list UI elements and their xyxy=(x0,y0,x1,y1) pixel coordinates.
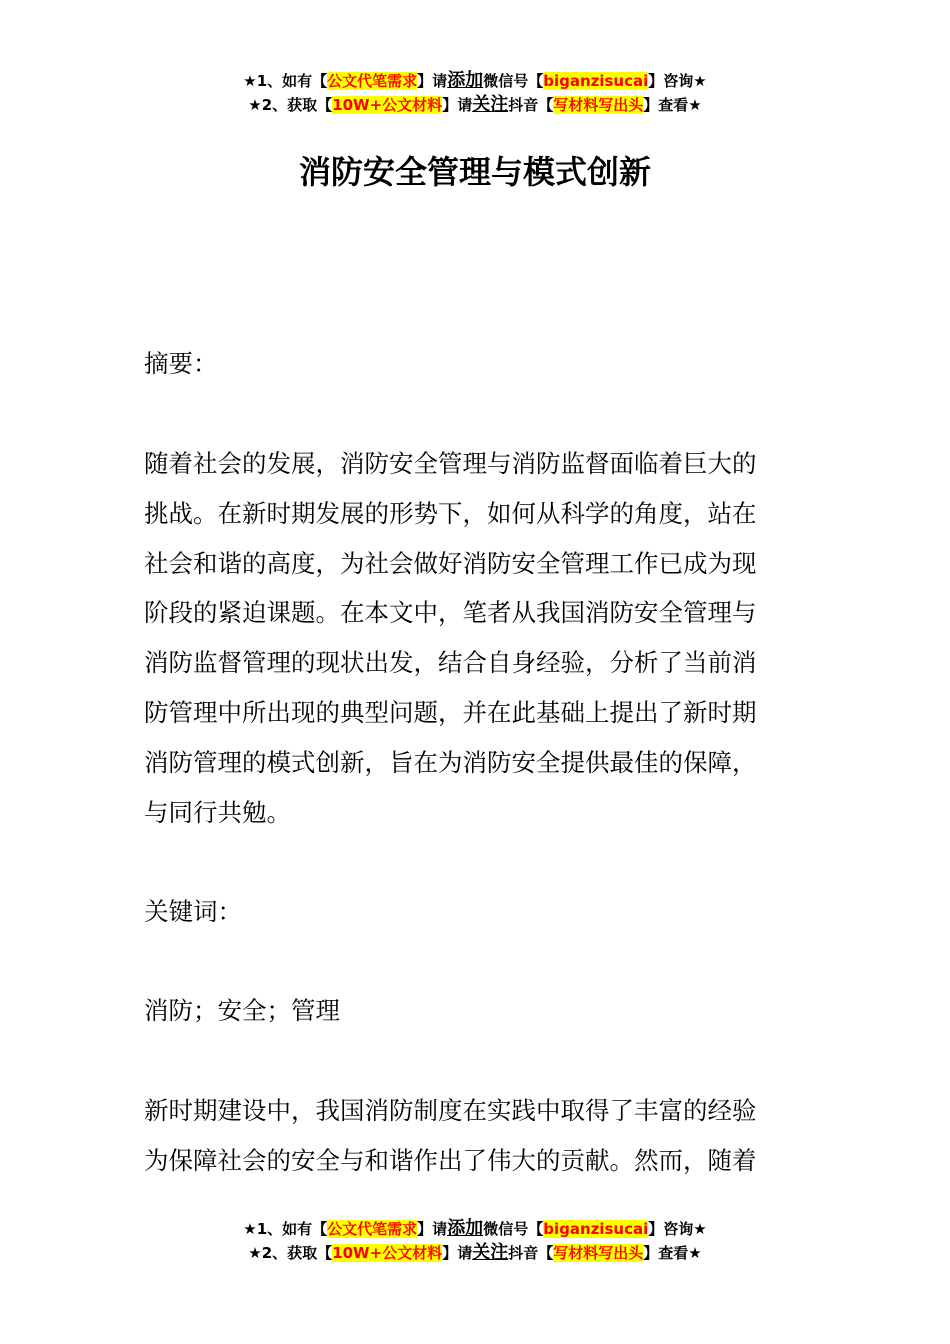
abstract-paragraph xyxy=(144,439,809,837)
abstract-line: 与同行共勉。 xyxy=(144,797,291,827)
promo-text: ★2、获取【 xyxy=(248,1244,333,1262)
promo-line-2 xyxy=(0,93,950,117)
keywords-list: 消防；安全；管理 xyxy=(144,996,340,1025)
promo-highlight: 10W+公文材料 xyxy=(332,96,443,114)
promo-text: 】查看★ xyxy=(643,96,702,114)
promo-text: 抖音【 xyxy=(508,1244,554,1262)
promo-text: ★1、如有【 xyxy=(243,72,328,90)
keywords-label: 关键词： xyxy=(144,897,242,926)
abstract-line: 消防监督管理的现状出发，结合自身经验，分析了当前消 xyxy=(144,648,757,678)
abstract-line: 防管理中所出现的典型问题，并在此基础上提出了新时期 xyxy=(144,697,757,727)
promo-text: 抖音【 xyxy=(508,96,554,114)
promo-wechat-id: biganzisucai xyxy=(543,72,649,90)
promo-wechat-id: biganzisucai xyxy=(543,1220,649,1238)
promo-text: 】请 xyxy=(417,72,448,90)
promo-highlight: 10W+公文材料 xyxy=(332,1244,443,1262)
abstract-line: 阶段的紧迫课题。在本文中，笔者从我国消防安全管理与 xyxy=(144,598,757,628)
promo-text: 】咨询★ xyxy=(648,72,707,90)
promo-text: ★2、获取【 xyxy=(248,96,333,114)
abstract-label: 摘要： xyxy=(144,349,218,378)
promo-line-1 xyxy=(0,1217,950,1241)
abstract-line: 挑战。在新时期发展的形势下，如何从科学的角度，站在 xyxy=(144,498,757,528)
abstract-line: 随着社会的发展，消防安全管理与消防监督面临着巨大的 xyxy=(144,449,757,478)
abstract-line: 社会和谐的高度，为社会做好消防安全管理工作已成为现 xyxy=(144,548,757,578)
promo-text: 微信号【 xyxy=(483,1220,544,1238)
promo-emphasis: 添加 xyxy=(447,1218,484,1239)
promo-highlight: 公文代笔需求 xyxy=(327,72,418,90)
promo-text: ★1、如有【 xyxy=(243,1220,328,1238)
promo-douyin-id: 写材料写出头 xyxy=(553,96,644,114)
promo-line-2 xyxy=(0,1241,950,1265)
intro-line: 为保障社会的安全与和谐作出了伟大的贡献。然而，随着 xyxy=(144,1145,757,1175)
promo-emphasis: 添加 xyxy=(447,70,484,91)
promo-line-1 xyxy=(0,69,950,93)
promo-header xyxy=(0,69,950,117)
promo-douyin-id: 写材料写出头 xyxy=(553,1244,644,1262)
intro-paragraph xyxy=(144,1086,809,1186)
promo-text: 】请 xyxy=(442,1244,473,1262)
promo-text: 微信号【 xyxy=(483,72,544,90)
promo-text: 】咨询★ xyxy=(648,1220,707,1238)
promo-text: 】请 xyxy=(442,96,473,114)
promo-emphasis: 关注 xyxy=(472,1242,509,1263)
document-title: 消防安全管理与模式创新 xyxy=(298,153,651,191)
promo-emphasis: 关注 xyxy=(472,94,509,115)
promo-highlight: 公文代笔需求 xyxy=(327,1220,418,1238)
promo-footer xyxy=(0,1217,950,1265)
promo-text: 】请 xyxy=(417,1220,448,1238)
abstract-line: 消防管理的模式创新，旨在为消防安全提供最佳的保障， xyxy=(144,747,757,777)
promo-text: 】查看★ xyxy=(643,1244,702,1262)
intro-line: 新时期建设中，我国消防制度在实践中取得了丰富的经验 xyxy=(144,1096,757,1125)
